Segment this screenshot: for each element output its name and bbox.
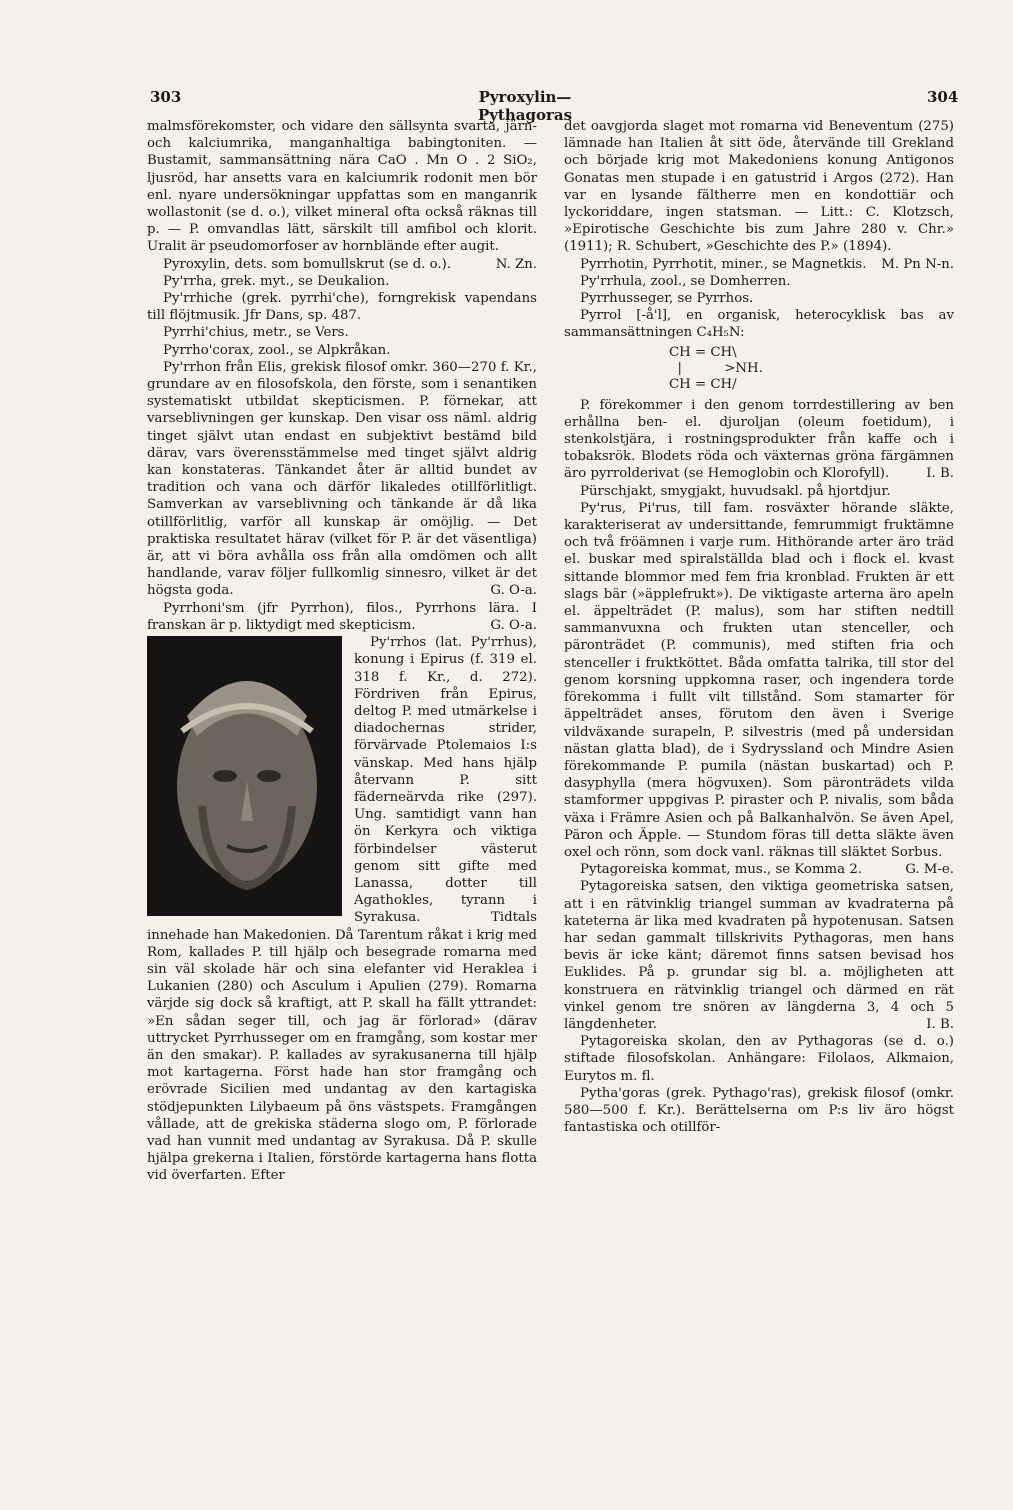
- entry-paragraph: [147, 359, 537, 600]
- left-column: [147, 118, 537, 1185]
- entry-text: Pyrrhotin, Pyrrhotit, miner., se Magnetkis.: [580, 256, 867, 272]
- entry-text: Py'rrhos (lat. Py'rrhus), konung i Epirus (f. 319 el. 318 f. Kr., d. 272). Fördriven från Epirus, deltog P. med utmärkelse i diadochernas strider, förvärvade Ptolemaios I:s vänskap. Med hans hjälp återvann P. sitt fäderneärvda rike (297). Ung. samtidigt vann han ön Kerkyra och viktiga förbindelser västerut genom sitt gifte med Lanassa, dotter till Agathokles, tyrann i Syrakusa. Tidtals innehade han Makedonien. Då Tarentum råkat i krig med Rom, kallades P. till hjälp och besegrade romarna med sin väl skolade här och sina elefanter vid Heraklea i Lukanien (280) och Asculum i Apulien (279). Romarna värjde sig dock så kraftigt, att P. skall ha fällt yttrandet: »En sådan seger till, och jag är förlorad» (därav uttrycket Pyrrhusseger om en framgång, som kostar mer än den smakar). P. kallades av syrakusanerna till hjälp mot kartagerna. Först hade han stor framgång och erövrade Sicilien med undantag av den kartagiska stödjepunkten Lilybaeum på öns västspets. Framgången vållade, att de grekiska städerna slogo om, P. förlorade vad han vunnit med undantag av Syrakusa. Då P. skulle hjälpa grekerna i Italien, förstörde kartagerna hans flotta vid överfarten. Efter: [147, 635, 537, 1184]
- entry-paragraph: [147, 290, 537, 324]
- entry-paragraph: [147, 256, 537, 273]
- entry-text: Py'rrha, grek. myt., se Deukalion.: [163, 273, 390, 289]
- entry-text: Pyrrhi'chius, metr., se Vers.: [163, 325, 349, 341]
- entry-paragraph: [564, 397, 954, 483]
- entry-text: Pürschjakt, smygjakt, huvudsakl. på hjortdjur.: [580, 483, 891, 499]
- entry-text: Pytagoreiska skolan, den av Pythagoras (se d. o.) stiftade filosofskolan. Anhängare: Filolaos, Alkmaion, Eurytos m. fl.: [564, 1034, 954, 1084]
- entry-paragraph: [564, 878, 954, 1033]
- author-signature: M. Pn N-n.: [881, 256, 954, 272]
- entry-text: Pyrrhoni'sm (jfr Pyrrhon), filos., Pyrrhons lära. I franskan är p. liktydigt med skepticism.: [147, 600, 537, 633]
- entry-paragraph: [564, 483, 954, 500]
- entry-text: Py'rrhiche (grek. pyrrhi'che), forngrekisk vapendans till flöjtmusik. Jfr Dans, sp. 487.: [147, 291, 537, 324]
- chemical-formula: [669, 345, 954, 393]
- entry-paragraph: [147, 600, 537, 634]
- entry-text: Pytagoreiska kommat, mus., se Komma 2.: [580, 862, 863, 878]
- entry-text: Py'rrhula, zool., se Domherren.: [580, 273, 791, 289]
- entry-paragraph: [147, 634, 537, 1185]
- author-signature: G. O-a.: [490, 583, 537, 599]
- entry-paragraph: [564, 307, 954, 341]
- entry-paragraph: [147, 273, 537, 290]
- entry-text: det oavgjorda slaget mot romarna vid Beneventum (275) lämnade han Italien åt sitt öde, återvände till Grekland och började krig mot Makedoniens konung Antigonos Gonatas men stupade i en gatustrid i Argos (272). Han var en lysande fältherre men en kondottiär och lyckoriddare, ingen statsman. — Litt.: C. Klotzsch, »Epirotische Geschichte bis zum Jahre 280 v. Chr.» (1911); R. Schubert, »Geschichte des P.» (1894).: [564, 119, 954, 255]
- running-head: Pyroxylin—Pythagoras: [477, 88, 573, 124]
- right-column: [564, 118, 954, 1136]
- entry-text: Pyrrho'corax, zool., se Alpkråkan.: [163, 342, 391, 358]
- entry-text: Py'rrhon från Elis, grekisk filosof omkr. 360—270 f. Kr., grundare av en filosofskola, den förste, som i senantiken systematiskt utbildat skepticismen. P. förnekar, att varseblivningen ger kunskap. Den visar oss näml. aldrig tinget självt utan endast en subjektivt bestämd bild därav, vars överensstämmelse med tinget självt aldrig kan konstateras. Tänkandet åter är alltid bundet av tradition och vana och därför likaledes otillförlitligt. Samverkan av varseblivning och tänkande är då lika otillförlitlig, varför all kunskap är omöjlig. — Det praktiska resultatet härav (vilket för P. är det väsentliga) är, att vi böra avhålla oss från alla omdömen och allt handlande, varav följer fullkomlig sinnesro, vilket är det högsta goda.: [147, 359, 537, 599]
- author-signature: I. B.: [926, 1016, 954, 1032]
- entry-text: Pyrrol [-å'l], en organisk, heterocyklisk bas av sammansättningen C₄H₅N:: [564, 308, 954, 341]
- page-number-left: 303: [150, 88, 182, 106]
- formula-line: | >NH.: [669, 360, 763, 376]
- entry-paragraph: [564, 290, 954, 307]
- author-signature: G. M-e.: [905, 862, 954, 878]
- entry-text: malmsförekomster, och vidare den sällsynta svarta, järn- och kalciumrika, manganhaltiga babingtoniten. — Bustamit, sammansättning nära CaO . Mn O . 2 SiO₂, ljusröd, har ansetts vara en kalciumrik rodonit men bör enl. nyare undersökningar uppfattas som en manganrik wollastonit (se d. o.), vilket mineral ofta också räknas till p. — P. omvandlas lätt, särskilt till amfibol och klorit. Uralit är pseudomorfoser av hornblände efter augit.: [147, 119, 537, 255]
- entry-text: P. förekommer i den genom torrdestillering av ben erhållna ben- el. djuroljan (oleum foetidum), i stenkolstjära, i rostningsprodukter från kaffe och i tobaksrök. Blodets röda och växternas gröna färgämnen äro pyrrolderivat (se Hemoglobin och Klorofyll).: [564, 397, 954, 482]
- entry-text: Py'rus, Pi'rus, till fam. rosväxter hörande släkte, karakteriserat av undersittande, femrummigt fruktämne och två fröämnen i varje rum. Hithörande arter äro träd el. buskar med spiralställda blad och i flock el. kvast sittande blommor med fem fria kronblad. Frukten är ett slags bär (»äpplefrukt»). De viktigaste arterna äro apeln el. äppelträdet (P. malus), som har stiften nedtill sammanvuxna och frukten utan stenceller, och päronträdet (P. communis), med stiften fria och stenceller i fruktköttet. Båda omfatta talrika, till stor del genom korsning uppkomna raser, och ingendera torde förekomma i fullt vilt tillstånd. Som stamarter för äppelträdet anses, förutom den även i Sverige vildväxande surapeln, P. silvestris (med på undersidan nästan glatta blad), de i Sydryssland och Mindre Asien förekommande P. pumila (nästan buskartad) och P. dasyphylla (mera högvuxen). Som päronträdets vilda stamformer uppgivas P. piraster och P. nivalis, som båda växa i Främre Asien och på Balkanhalvön. Se även Apel, Päron och Äpple. — Stundom föras till detta släkte även oxel och rönn, som dock vanl. räknas till släktet Sorbus.: [564, 500, 954, 860]
- entry-paragraph: [147, 342, 537, 359]
- entry-paragraph: [147, 324, 537, 341]
- entry-paragraph: [564, 1033, 954, 1085]
- pyrrhos-portrait-image: [147, 636, 342, 916]
- entry-text: Pyrrhusseger, se Pyrrhos.: [580, 291, 754, 307]
- formula-line: CH = CH/: [669, 376, 737, 392]
- entry-text: Pyroxylin, dets. som bomullskrut (se d. o.).: [163, 256, 452, 272]
- entry-text: Pytagoreiska satsen, den viktiga geometriska satsen, att i en rätvinklig triangel summan av kvadraterna på kateterna är lika med kvadraten på hypotenusan. Satsen har sedan gammalt tillskrivits Pythagoras, men hans bevis är icke känt; däremot finns satsen bevisad hos Euklides. På p. grundar sig bl. a. möjligheten att konstruera en rätvinklig triangel och därmed en rät vinkel genom tre snören av längderna 3, 4 och 5 längdenheter.: [564, 879, 954, 1032]
- page-number-right: 304: [927, 88, 959, 106]
- entry-text: Pytha'goras (grek. Pythago'ras), grekisk filosof (omkr. 580—500 f. Kr.). Berättelserna om P:s liv äro högst fantastiska och otillför-: [564, 1085, 954, 1136]
- author-signature: N. Zn.: [495, 256, 537, 272]
- author-signature: G. O-a.: [490, 617, 537, 633]
- formula-line: CH = CH\: [669, 344, 737, 360]
- entry-paragraph: [564, 1085, 954, 1137]
- author-signature: I. B.: [926, 466, 954, 482]
- entry-paragraph: [564, 273, 954, 290]
